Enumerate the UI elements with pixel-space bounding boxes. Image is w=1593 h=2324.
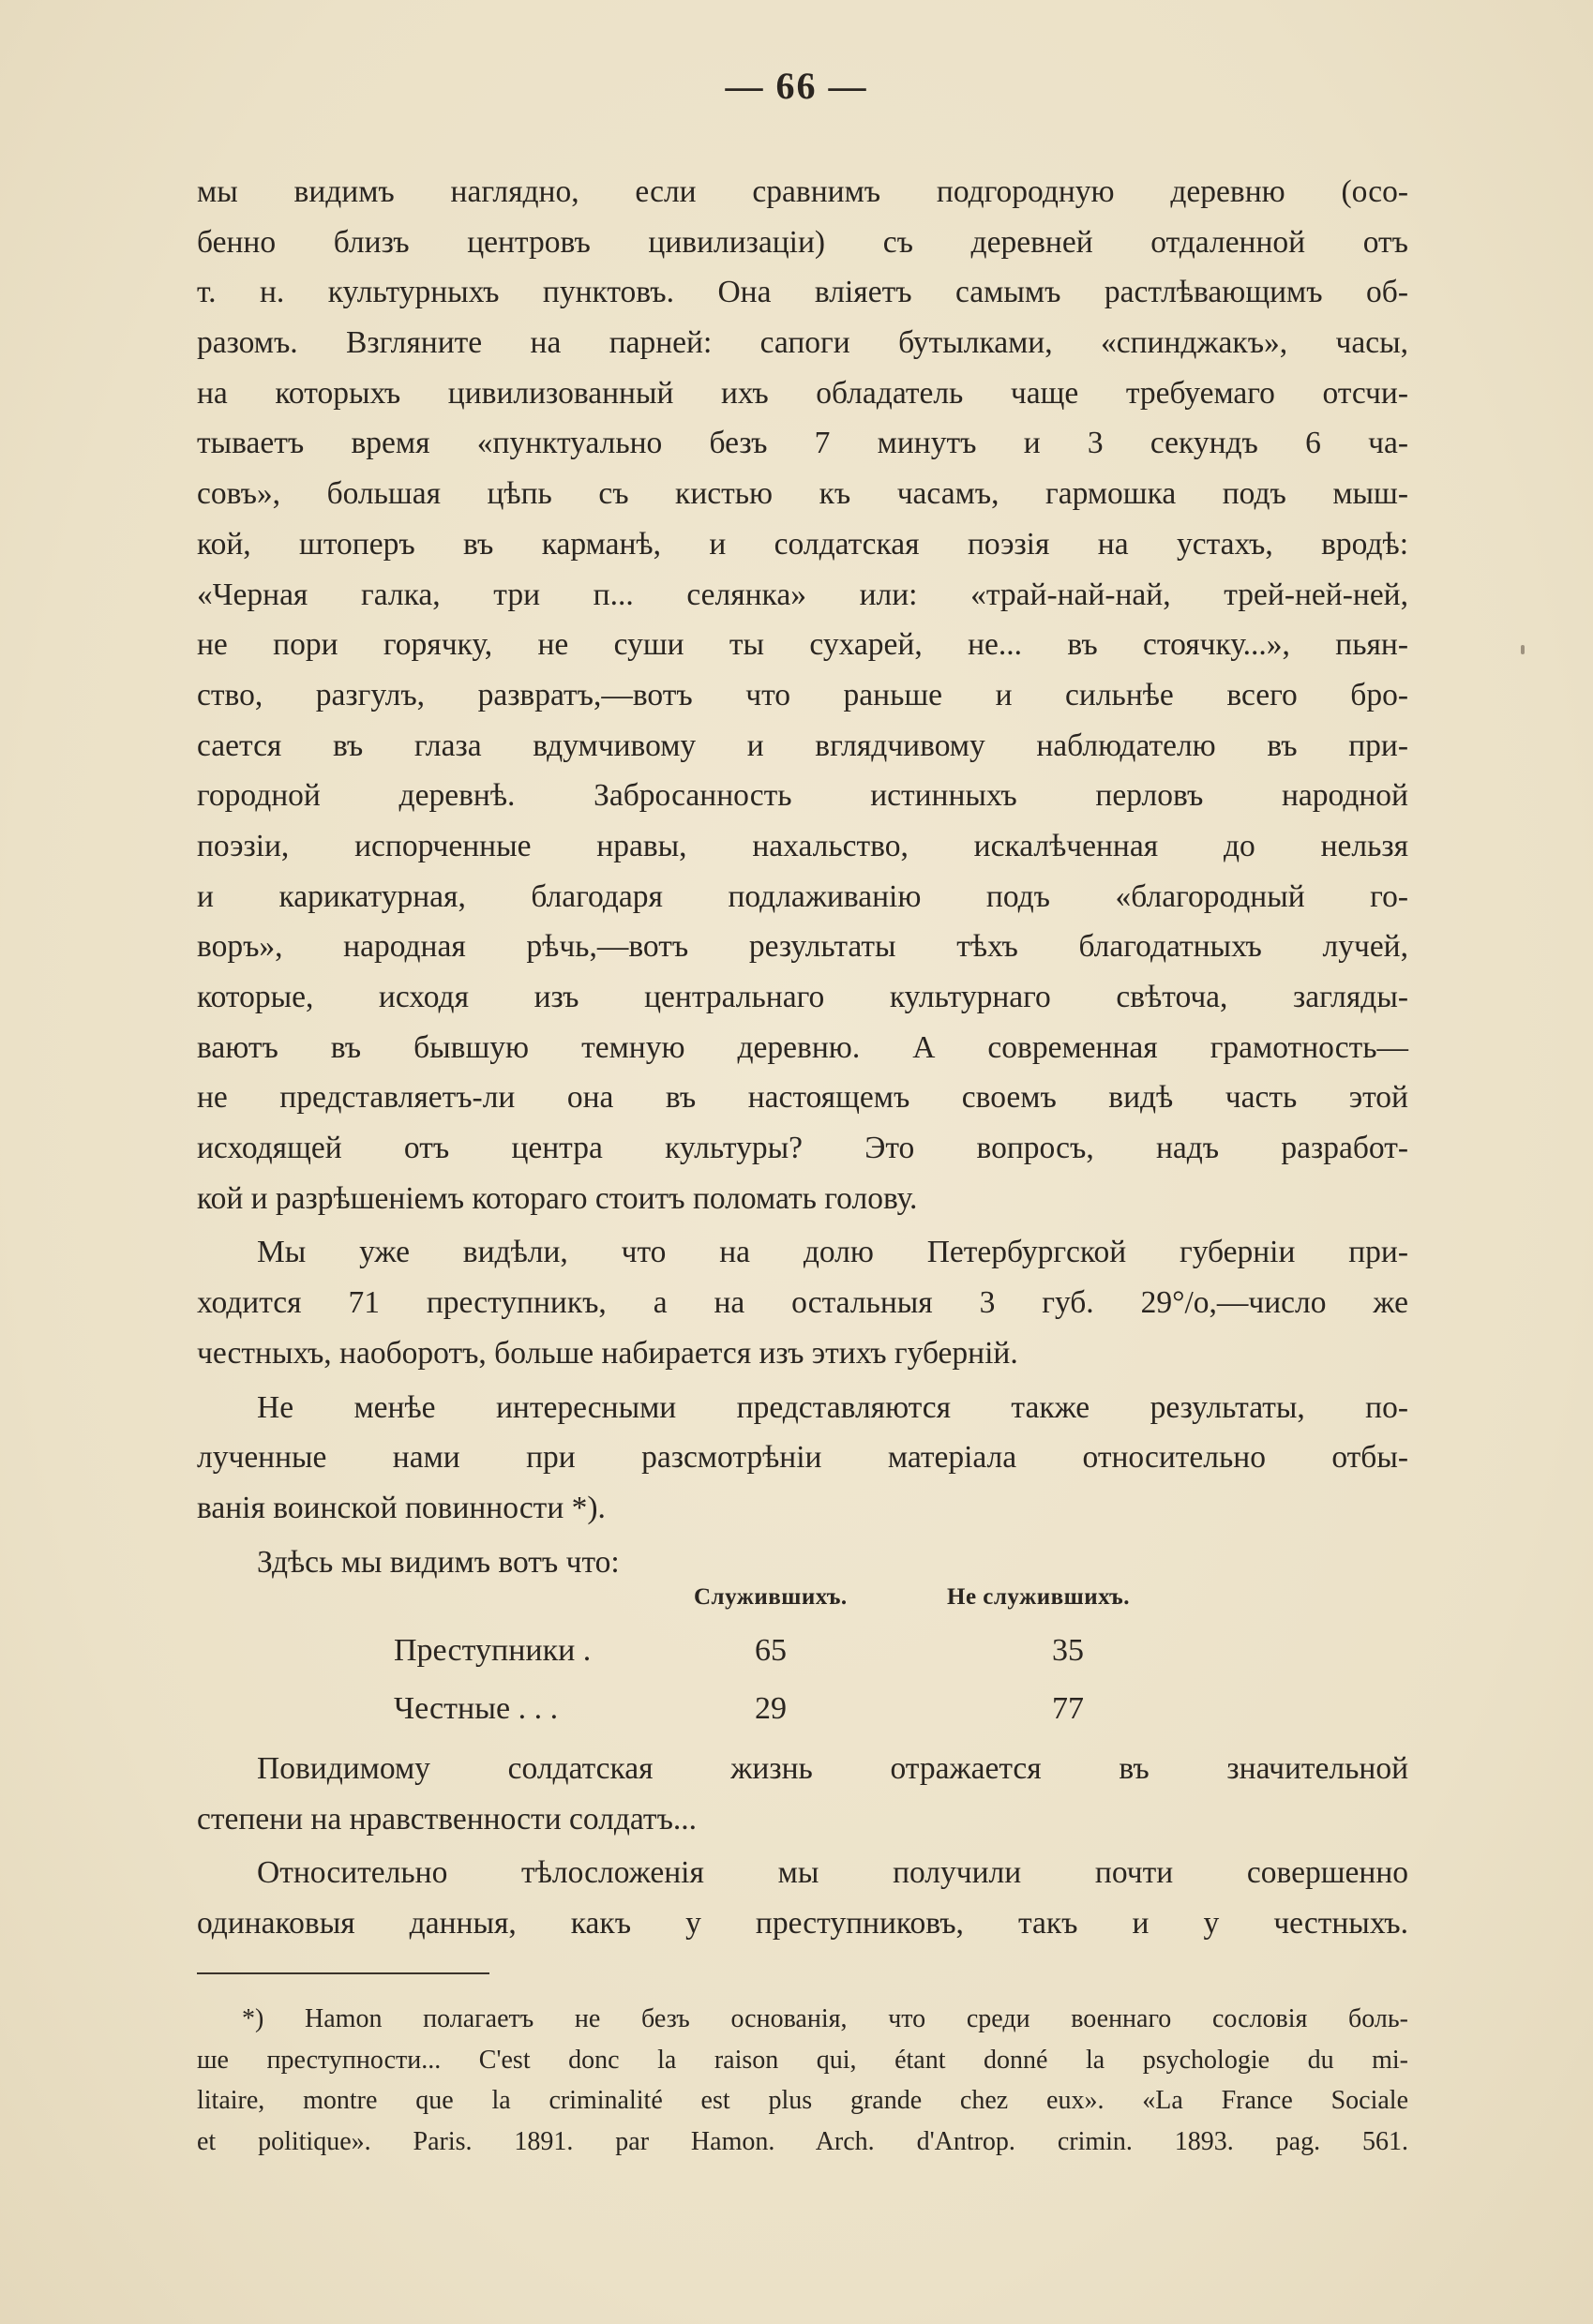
footnote-divider <box>197 1972 489 1974</box>
footnote <box>197 1999 1408 2162</box>
footnote-line: litaire, montre que la criminalité est plus grande chez eux». «La France Sociale <box>197 2086 1408 2115</box>
text-line: и карикатурная, благодаря подлаживанію подъ «благородный го- <box>197 878 1408 914</box>
text-line: кой и разрѣшеніемъ котораго стоитъ поломать голову. <box>197 1180 918 1216</box>
main-text <box>197 167 1408 1587</box>
text-line: Здѣсь мы видимъ вотъ что: <box>257 1544 620 1580</box>
text-line: честныхъ, наоборотъ, больше набирается изъ этихъ губерній. <box>197 1335 1018 1371</box>
cell-served: 29 <box>755 1691 787 1726</box>
text-line: которые, исходя изъ центральнаго культурнаго свѣточа, загляды- <box>197 980 1408 1014</box>
table-header <box>197 1577 1408 1627</box>
text-line: одинаковыя данныя, какъ у преступниковъ, такъ и у честныхъ. <box>197 1906 1408 1942</box>
paragraph-3 <box>197 1383 1408 1534</box>
text-line: воръ», народная рѣчь,—вотъ результаты тѣхъ благодатныхъ лучей, <box>197 929 1408 965</box>
text-line: ваютъ въ бывшую темную деревню. А современная грамотность— <box>197 1029 1408 1065</box>
text-line: тываетъ время «пунктуально безъ 7 минутъ и 3 секундъ 6 ча- <box>197 426 1408 461</box>
text-line: бенно близъ центровъ цивилизаціи) съ деревней отдаленной отъ <box>197 224 1408 260</box>
paragraph-6 <box>197 1848 1408 1948</box>
text-line: ходится 71 преступникъ, а на остальныя 3 губ. 29°/о,—число же <box>197 1285 1408 1321</box>
text-line: лученные нами при разсмотрѣніи матеріала относительно отбы- <box>197 1440 1408 1476</box>
paragraph-5 <box>197 1744 1408 1844</box>
text-line: мы видимъ наглядно, если сравнимъ подгородную деревню (осо- <box>197 174 1408 209</box>
paragraph-2 <box>197 1227 1408 1378</box>
text-line: ство, разгулъ, развратъ,—вотъ что раньше и сильнѣе всего бро- <box>197 677 1408 712</box>
text-line: исходящей отъ центра культуры? Это вопросъ, надъ разработ- <box>197 1131 1408 1166</box>
footnote-line: et politique». Paris. 1891. par Hamon. Arch. d'Antrop. crimin. 1893. pag. 561. <box>197 2126 1408 2156</box>
table-row <box>197 1627 1408 1686</box>
text-line: на которыхъ цивилизованный ихъ обладатель чаще требуемаго отсчи- <box>197 375 1408 411</box>
footnote-line: ше преступности... C'est donc la raison qui, étant donné la psychologie du mi- <box>197 2045 1408 2075</box>
footnote-line: *) Hamon полагаетъ не безъ основанія, что среди военнаго сословія боль- <box>242 2004 1408 2033</box>
text-line: не пори горячку, не суши ты сухарей, не... въ стоячку...», пьян- <box>197 627 1408 663</box>
row-label: Честные . . . <box>394 1691 559 1726</box>
cell-not-served: 77 <box>1052 1691 1084 1726</box>
text-line: степени на нравственности солдатъ... <box>197 1801 698 1837</box>
statistics-table <box>197 1577 1408 1744</box>
text-line: сается въ глаза вдумчивому и вглядчивому наблюдателю въ при- <box>197 727 1408 763</box>
text-line: т. н. культурныхъ пунктовъ. Она вліяетъ самымъ растлѣвающимъ об- <box>197 275 1408 310</box>
cell-served: 65 <box>755 1633 787 1668</box>
text-line: не представляетъ-ли она въ настоящемъ своемъ видѣ часть этой <box>197 1080 1408 1116</box>
text-line: кой, штоперъ въ карманѣ, и солдатская поэзія на устахъ, вродѣ: <box>197 526 1408 562</box>
text-line: совъ», большая цѣпь съ кистью къ часамъ, гармошка подъ мыш- <box>197 476 1408 512</box>
text-line: ванія воинской повинности *). <box>197 1490 606 1525</box>
closing-text <box>197 1744 1408 1949</box>
text-line: поэзіи, испорченные нравы, нахальство, искалѣченная до нельзя <box>197 828 1408 863</box>
text-line: Мы уже видѣли, что на долю Петербургской губерніи при- <box>257 1235 1408 1270</box>
page-number: — 66 — <box>725 65 868 107</box>
text-line: Не менѣе интересными представляются также результаты, по- <box>257 1389 1408 1425</box>
text-line: Повидимому солдатская жизнь отражается въ значительной <box>257 1751 1408 1786</box>
ink-speck <box>1521 645 1525 654</box>
text-line: Относительно тѣлосложенія мы получили почти совершенно <box>257 1855 1408 1891</box>
cell-not-served: 35 <box>1052 1633 1084 1668</box>
paragraph-1 <box>197 167 1408 1223</box>
table-row <box>197 1686 1408 1744</box>
text-line: «Черная галка, три п... селянка» или: «трай-най-най, трей-ней-ней, <box>197 577 1408 612</box>
row-label: Преступники . <box>394 1633 592 1668</box>
column-header-not-served: Не служившихъ. <box>947 1584 1131 1610</box>
text-line: разомъ. Взгляните на парней: сапоги бутылками, «спинджакъ», часы, <box>197 325 1408 361</box>
column-header-served: Служившихъ. <box>694 1584 848 1610</box>
text-line: городной деревнѣ. Забросанность истинныхъ перловъ народной <box>197 778 1408 814</box>
